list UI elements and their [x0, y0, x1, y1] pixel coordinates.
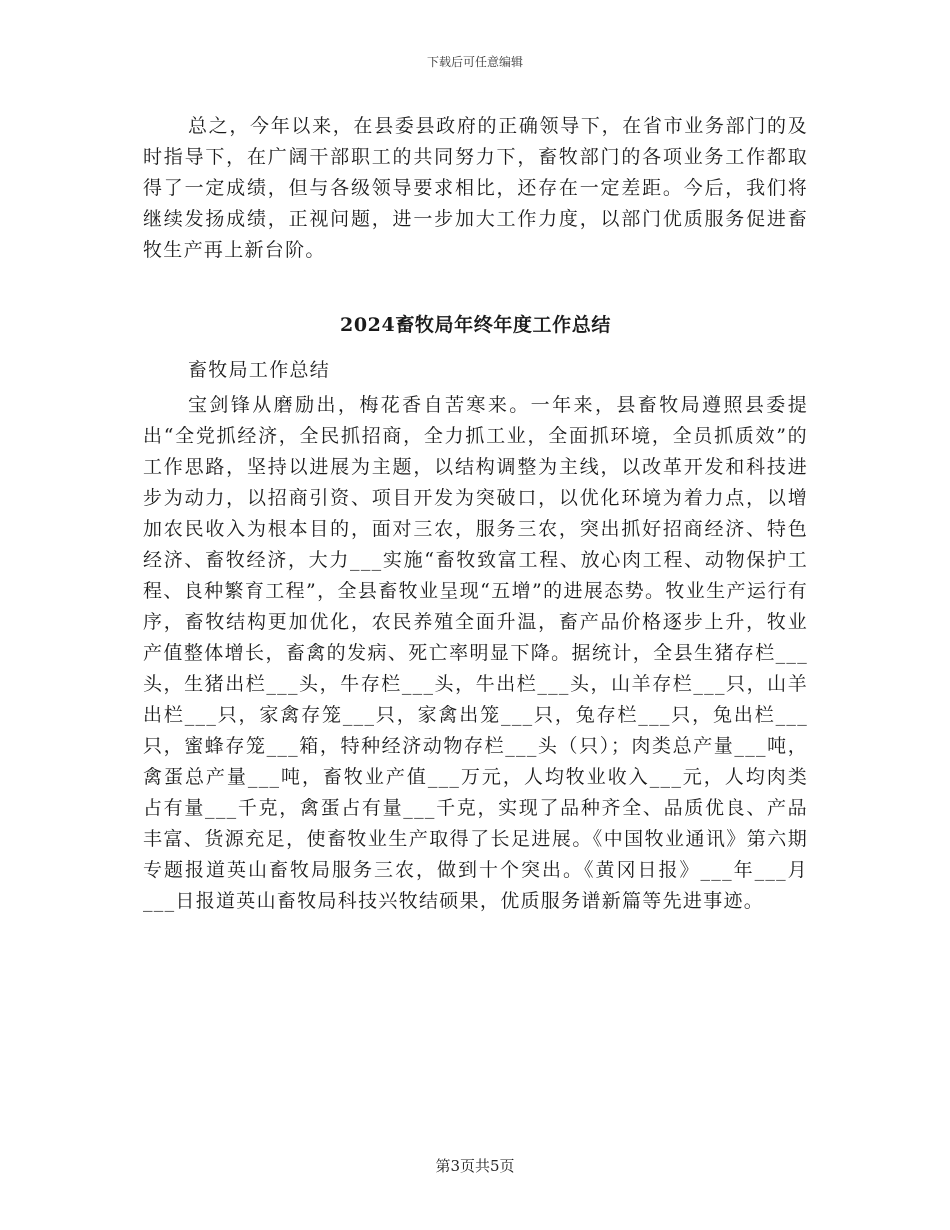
- subtitle: 畜牧局工作总结: [188, 359, 331, 381]
- paragraph-body: 宝剑锋从磨励出，梅花香自苦寒来。一年来，县畜牧局遵照县委提出“全党抓经济，全民抓招商，全力抓工业，全面抓环境，全员抓质效”的工作思路，坚持以进展为主题，以结构调整为主线，以改革开发和科技进步为动力，以招商引资、项目开发为突破口，以优化环境为着力点，以增加农民收入为根本目的，面对三农，服务三农，突出抓好招商经济、特色经济、畜牧经济，大力___实施“畜牧致富工程、放心肉工程、动物保护工程、良种繁育工程”，全县畜牧业呈现“五增”的进展态势。牧业生产运行有序，畜牧结构更加优化，农民养殖全面升温，畜产品价格逐步上升，牧业产值整体增长，畜禽的发病、死亡率明显下降。据统计，全县生猪存栏___头，生猪出栏___头，牛存栏___头，牛出栏___头，山羊存栏___只，山羊出栏___只，家禽存笼___只，家禽出笼___只，兔存栏___只，兔出栏___只，蜜蜂存笼___箱，特种经济动物存栏___头（只）；肉类总产量___吨，禽蛋总产量___吨，畜牧业产值___万元，人均牧业收入___元，人均肉类占有量___千克，禽蛋占有量___千克，实现了品种齐全、品质优良、产品丰富、货源充足，使畜牧业生产取得了长足进展。《中国牧业通讯》第六期专题报道英山畜牧局服务三农，做到十个突出。《黄冈日报》___年___月___日报道英山畜牧局科技兴牧结硕果，优质服务谱新篇等先进事迹。: [143, 394, 808, 912]
- page-number: 第3页共5页: [435, 1157, 515, 1175]
- document-title: 2024畜牧局年终年度工作总结: [340, 314, 611, 336]
- paragraph-summary: 总之，今年以来，在县委县政府的正确领导下，在省市业务部门的及时指导下，在广阔干部职工的共同努力下，畜牧部门的各项业务工作都取得了一定成绩，但与各级领导要求相比，还存在一定差距。今后，我们将继续发扬成绩，正视问题，进一步加大工作力度，以部门优质服务促进畜牧生产再上新台阶。: [143, 115, 808, 261]
- header-note: 下载后可任意编辑: [426, 55, 523, 69]
